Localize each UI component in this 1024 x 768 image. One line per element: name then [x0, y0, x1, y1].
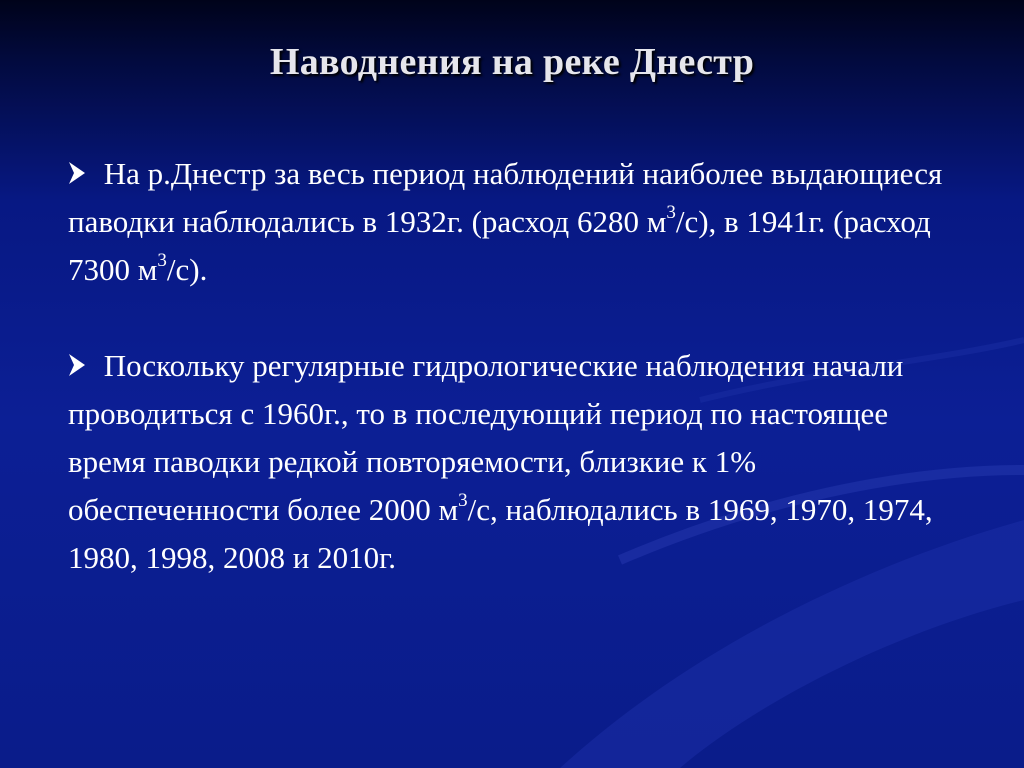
bullet-1-text-a: На р.Днестр за весь период наблюдений наиболее выдающиеся паводки наблюдались в 1932г. (расход 6280 м	[68, 156, 943, 239]
bullet-2-sup-a: 3	[458, 489, 468, 511]
bullet-1	[68, 150, 968, 294]
bullet-1-sup-a: 3	[666, 201, 676, 223]
arrowhead-bullet-icon	[68, 352, 86, 378]
bullet-1-sup-b: 3	[157, 249, 167, 271]
bullet-2-text-b: /с, наблюдались в 1969, 1970, 1974, 1980, 1998, 2008 и 2010г.	[68, 492, 933, 575]
bullet-1-text-b: /с), в 1941г. (расход 7300 м	[68, 204, 931, 287]
slide-title: Наводнения на реке Днестр	[269, 41, 755, 83]
bullet-2-text-a: Поскольку регулярные гидрологические наблюдения начали проводиться с 1960г., то в последующий период по настоящее время паводки редкой повторяемости, близкие к 1% обеспеченности более 2000 м	[68, 348, 904, 527]
arrowhead-bullet-icon	[68, 160, 86, 186]
bullet-2	[68, 342, 968, 582]
bullet-1-text-c: /с).	[166, 252, 208, 287]
